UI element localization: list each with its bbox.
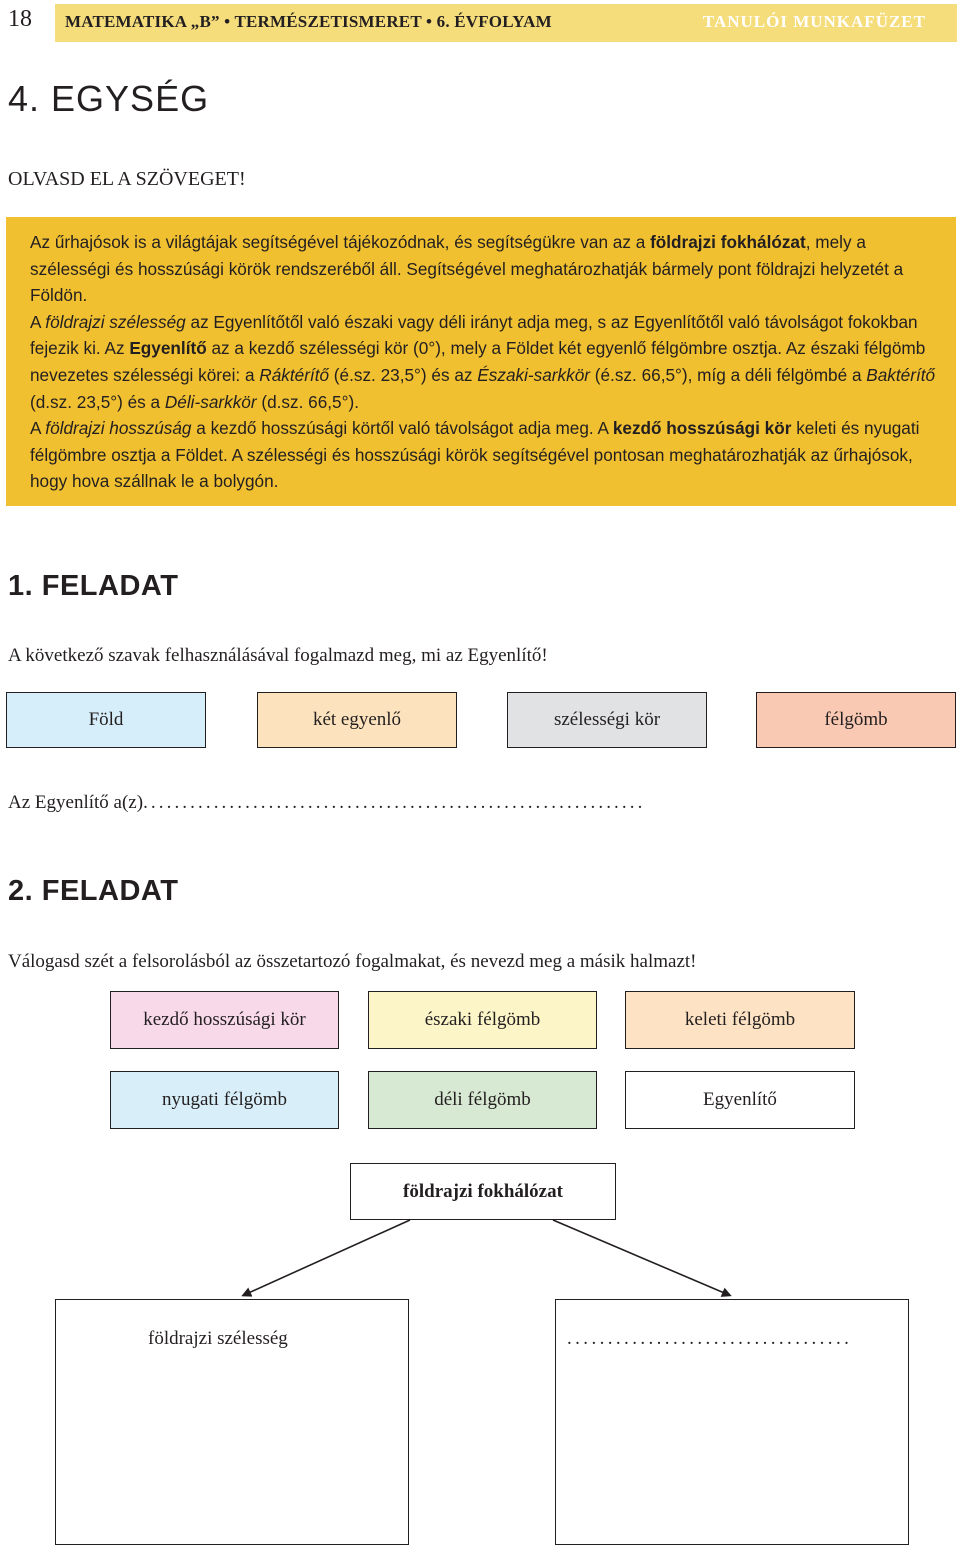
concept-card-label: északi félgömb <box>424 1009 541 1030</box>
reading-label: OLVASD EL A SZÖVEGET! <box>8 168 246 190</box>
header-workbook-label: TANULÓI MUNKAFÜZET <box>702 12 926 31</box>
answer-blank[interactable]: ................................................................ <box>143 792 646 813</box>
task-1-instruction: A következő szavak felhasználásával fogalmazd meg, mi az Egyenlítő! <box>8 645 548 666</box>
word-card-label: szélességi kör <box>553 709 661 730</box>
center-concept-box <box>350 1163 616 1220</box>
reading-paragraph-1: Az űrhajósok is a világtájak segítségével tájékozódnak, és segítségükre van az a földrajzi fokhálózat, mely a szélességi és hosszúsági körök rendszeréből áll. Segítségével meghatározhatják bármely pont földrajzi helyzetét a Földön. <box>30 232 904 306</box>
header-subject: MATEMATIKA „B” • TERMÉSZETISMERET • 6. ÉVFOLYAM <box>65 12 552 31</box>
concept-card-label: kezdő hosszúsági kör <box>143 1009 306 1030</box>
answer-prefix: Az Egyenlítő a(z) <box>8 792 144 813</box>
right-set-blank[interactable]: ................................... <box>567 1328 853 1349</box>
reading-paragraph-2: A földrajzi szélesség az Egyenlítőtől való északi vagy déli irányt adja meg, s az Egyenlítőtől való távolságot fokokban fejezik ki. Az Egyenlítő az a kezdő szélességi kör (0°), mely a Földet két egyenlő félgömbre osztja. Az északi félgömb nevezetes szélességi körei: a Ráktérítő (é.sz. 23,5°) és az Északi-sarkkör (é.sz. 66,5°), míg a déli félgömbé a Baktérítő (d.sz. 23,5°) és a Déli-sarkkör (d.sz. 66,5°). <box>30 311 936 412</box>
task-2-title: 2. FELADAT <box>8 875 179 907</box>
unit-title: 4. EGYSÉG <box>8 78 210 119</box>
concept-card-label: Egyenlítő <box>703 1089 777 1110</box>
word-card-label: félgömb <box>824 709 888 730</box>
concept-card-label: déli félgömb <box>434 1089 531 1110</box>
center-concept-label: földrajzi fokhálózat <box>403 1180 563 1202</box>
task-2-instruction: Válogasd szét a felsorolásból az összetartozó fogalmakat, és nevezd meg a másik halmazt! <box>8 951 697 972</box>
arrow-to-left-set <box>244 1220 410 1295</box>
word-card-label: két egyenlő <box>312 709 402 730</box>
concept-card-label: nyugati félgömb <box>161 1089 288 1110</box>
arrow-to-right-set <box>553 1220 729 1295</box>
concept-card-label: keleti félgömb <box>684 1009 796 1030</box>
left-set-label: földrajzi szélesség <box>148 1328 288 1349</box>
task-1-title: 1. FELADAT <box>8 570 179 602</box>
word-card-label: Föld <box>88 709 124 730</box>
page-number: 18 <box>8 6 32 32</box>
reading-paragraph-3: A földrajzi hosszúság a kezdő hosszúsági körtől való távolságot adja meg. A kezdő hosszúsági kör keleti és nyugati félgömbre osztja a Földet. A szélességi és hosszúsági körök segítségével pontosan meghatározhatják az űrhajósok, hogy hova szállnak le a bolygón. <box>30 418 920 492</box>
